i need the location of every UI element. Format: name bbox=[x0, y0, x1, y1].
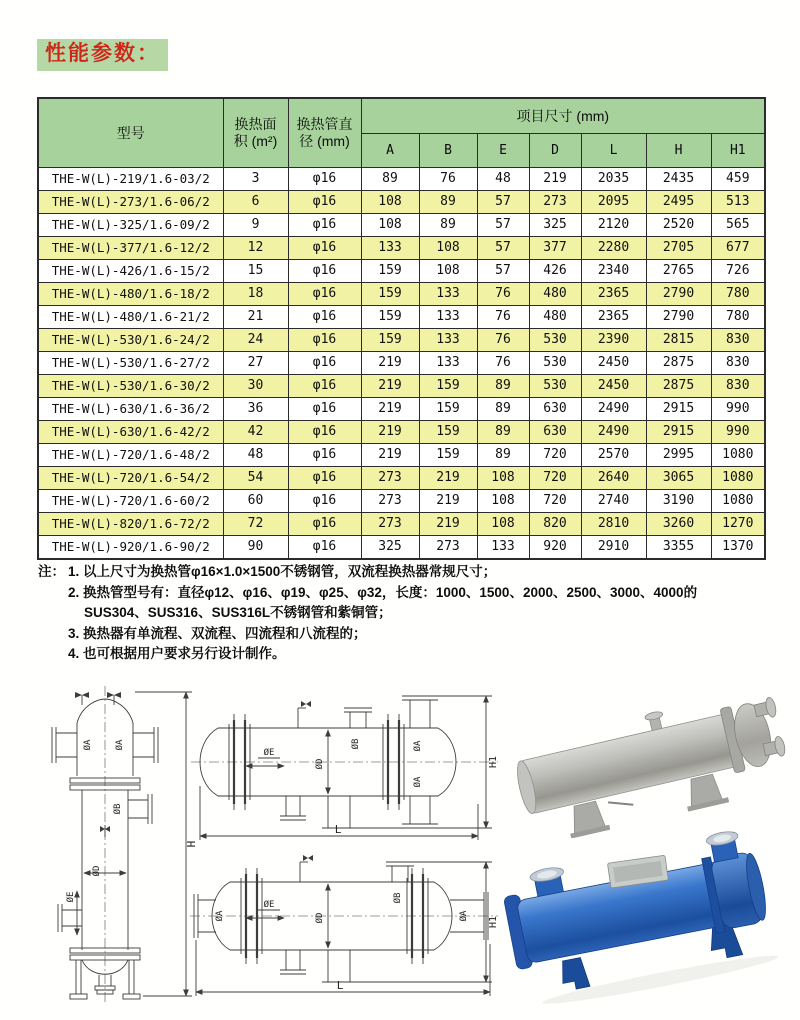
label-phi-b: ØB bbox=[351, 738, 361, 750]
value-cell: 36 bbox=[223, 398, 288, 421]
value-cell: 76 bbox=[477, 283, 529, 306]
value-cell: 108 bbox=[419, 237, 477, 260]
model-cell: THE-W(L)-530/1.6-24/2 bbox=[38, 329, 223, 352]
table-row bbox=[38, 444, 765, 467]
note-line: 3. 换热器有单流程、双流程、四流程和八流程的； bbox=[68, 625, 367, 641]
value-cell: 565 bbox=[711, 214, 765, 237]
value-cell: 273 bbox=[361, 467, 419, 490]
value-cell: 273 bbox=[361, 490, 419, 513]
value-cell: 2365 bbox=[581, 283, 646, 306]
value-cell: 377 bbox=[529, 237, 581, 260]
spec-table bbox=[37, 97, 766, 560]
value-cell: 2495 bbox=[646, 191, 711, 214]
value-cell: 219 bbox=[419, 490, 477, 513]
value-cell: 530 bbox=[529, 329, 581, 352]
value-cell: 24 bbox=[223, 329, 288, 352]
col-header-area-line1: 换热面 bbox=[234, 116, 277, 132]
value-cell: 2390 bbox=[581, 329, 646, 352]
value-cell: 108 bbox=[419, 260, 477, 283]
value-cell: 426 bbox=[529, 260, 581, 283]
value-cell: φ16 bbox=[288, 352, 361, 375]
col-header-dim: H1 bbox=[711, 134, 765, 168]
label-phi-a: ØA bbox=[413, 776, 423, 788]
table-row bbox=[38, 237, 765, 260]
value-cell: 2490 bbox=[581, 398, 646, 421]
value-cell: 30 bbox=[223, 375, 288, 398]
col-header-dim: B bbox=[419, 134, 477, 168]
model-cell: THE-W(L)-920/1.6-90/2 bbox=[38, 536, 223, 560]
label-phi-b: ØB bbox=[393, 892, 403, 904]
col-header-dim: H bbox=[646, 134, 711, 168]
value-cell: 219 bbox=[361, 375, 419, 398]
label-phi-e: ØE bbox=[263, 748, 275, 758]
value-cell: 273 bbox=[361, 513, 419, 536]
value-cell: 3 bbox=[223, 168, 288, 191]
value-cell: 89 bbox=[361, 168, 419, 191]
col-header-tube-line1: 换热管直 bbox=[296, 116, 353, 132]
value-cell: 1270 bbox=[711, 513, 765, 536]
value-cell: 57 bbox=[477, 237, 529, 260]
model-cell: THE-W(L)-480/1.6-18/2 bbox=[38, 283, 223, 306]
value-cell: 920 bbox=[529, 536, 581, 560]
table-row bbox=[38, 375, 765, 398]
model-cell: THE-W(L)-273/1.6-06/2 bbox=[38, 191, 223, 214]
header-row-group bbox=[38, 98, 765, 134]
model-cell: THE-W(L)-720/1.6-54/2 bbox=[38, 467, 223, 490]
value-cell: 2450 bbox=[581, 352, 646, 375]
value-cell: 2280 bbox=[581, 237, 646, 260]
value-cell: 89 bbox=[477, 398, 529, 421]
value-cell: 15 bbox=[223, 260, 288, 283]
label-phi-a: ØA bbox=[413, 740, 423, 752]
model-cell: THE-W(L)-530/1.6-27/2 bbox=[38, 352, 223, 375]
value-cell: 2435 bbox=[646, 168, 711, 191]
label-h: H bbox=[185, 840, 198, 848]
value-cell: 159 bbox=[361, 306, 419, 329]
note-line: 1. 以上尺寸为换热管φ16×1.0×1500不锈钢管，双流程换热器常规尺寸； bbox=[68, 564, 497, 579]
label-phi-e: ØE bbox=[263, 900, 275, 910]
value-cell: 820 bbox=[529, 513, 581, 536]
model-cell: THE-W(L)-530/1.6-30/2 bbox=[38, 375, 223, 398]
model-cell: THE-W(L)-325/1.6-09/2 bbox=[38, 214, 223, 237]
table-row bbox=[38, 260, 765, 283]
value-cell: 219 bbox=[419, 467, 477, 490]
label-phi-e: ØE bbox=[66, 891, 76, 903]
value-cell: 89 bbox=[419, 191, 477, 214]
table-row bbox=[38, 191, 765, 214]
value-cell: 720 bbox=[529, 444, 581, 467]
value-cell: 57 bbox=[477, 260, 529, 283]
value-cell: 273 bbox=[529, 191, 581, 214]
col-header-area bbox=[223, 98, 288, 168]
value-cell: φ16 bbox=[288, 214, 361, 237]
value-cell: 42 bbox=[223, 421, 288, 444]
note-line: 4. 也可根据用户要求另行设计制作。 bbox=[68, 646, 286, 661]
table-row bbox=[38, 329, 765, 352]
model-cell: THE-W(L)-630/1.6-42/2 bbox=[38, 421, 223, 444]
label-phi-d: ØD bbox=[315, 912, 325, 924]
value-cell: 2790 bbox=[646, 283, 711, 306]
value-cell: 2740 bbox=[581, 490, 646, 513]
value-cell: 12 bbox=[223, 237, 288, 260]
value-cell: 990 bbox=[711, 421, 765, 444]
value-cell: 89 bbox=[477, 375, 529, 398]
label-h1: H1 bbox=[488, 915, 499, 929]
note-line: 2. 换热管型号有：直径φ12、φ16、φ19、φ25、φ32，长度：1000、1500、2000、2500、3000、4000的 bbox=[68, 584, 698, 600]
spec-table-body bbox=[38, 168, 765, 560]
model-cell: THE-W(L)-377/1.6-12/2 bbox=[38, 237, 223, 260]
table-row bbox=[38, 168, 765, 191]
label-phi-a: ØA bbox=[459, 910, 469, 922]
value-cell: 108 bbox=[477, 467, 529, 490]
stainless-heat-exchanger-photo bbox=[505, 688, 795, 838]
value-cell: φ16 bbox=[288, 467, 361, 490]
value-cell: φ16 bbox=[288, 237, 361, 260]
value-cell: 513 bbox=[711, 191, 765, 214]
value-cell: 2035 bbox=[581, 168, 646, 191]
label-phi-a: ØA bbox=[83, 739, 93, 751]
note-line: SUS304、SUS316、SUS316L不锈钢管和紫铜管； bbox=[84, 605, 392, 620]
value-cell: 54 bbox=[223, 467, 288, 490]
value-cell: 726 bbox=[711, 260, 765, 283]
value-cell: 108 bbox=[477, 513, 529, 536]
value-cell: 2915 bbox=[646, 398, 711, 421]
value-cell: φ16 bbox=[288, 490, 361, 513]
value-cell: φ16 bbox=[288, 306, 361, 329]
value-cell: 219 bbox=[361, 398, 419, 421]
value-cell: 159 bbox=[419, 421, 477, 444]
value-cell: 325 bbox=[529, 214, 581, 237]
value-cell: φ16 bbox=[288, 444, 361, 467]
value-cell: 990 bbox=[711, 398, 765, 421]
value-cell: 1080 bbox=[711, 490, 765, 513]
col-header-dim: A bbox=[361, 134, 419, 168]
value-cell: 219 bbox=[361, 421, 419, 444]
value-cell: 480 bbox=[529, 306, 581, 329]
value-cell: 530 bbox=[529, 352, 581, 375]
value-cell: 18 bbox=[223, 283, 288, 306]
value-cell: 3355 bbox=[646, 536, 711, 560]
model-cell: THE-W(L)-630/1.6-36/2 bbox=[38, 398, 223, 421]
value-cell: φ16 bbox=[288, 191, 361, 214]
model-cell: THE-W(L)-820/1.6-72/2 bbox=[38, 513, 223, 536]
value-cell: 89 bbox=[419, 214, 477, 237]
value-cell: φ16 bbox=[288, 536, 361, 560]
value-cell: 459 bbox=[711, 168, 765, 191]
label-l: L bbox=[336, 979, 344, 992]
value-cell: 9 bbox=[223, 214, 288, 237]
value-cell: 720 bbox=[529, 467, 581, 490]
value-cell: 480 bbox=[529, 283, 581, 306]
value-cell: 1080 bbox=[711, 444, 765, 467]
value-cell: 57 bbox=[477, 214, 529, 237]
table-row bbox=[38, 421, 765, 444]
value-cell: 72 bbox=[223, 513, 288, 536]
value-cell: 1080 bbox=[711, 467, 765, 490]
value-cell: 325 bbox=[361, 536, 419, 560]
col-header-dimensions-group: 项目尺寸 (mm) bbox=[361, 98, 765, 134]
value-cell: 830 bbox=[711, 329, 765, 352]
value-cell: 780 bbox=[711, 306, 765, 329]
value-cell: 2910 bbox=[581, 536, 646, 560]
label-l: L bbox=[334, 823, 342, 836]
col-header-dim: E bbox=[477, 134, 529, 168]
value-cell: 133 bbox=[419, 352, 477, 375]
value-cell: 108 bbox=[477, 490, 529, 513]
value-cell: 2810 bbox=[581, 513, 646, 536]
value-cell: 2120 bbox=[581, 214, 646, 237]
horizontal-heat-exchanger-drawing-bottom bbox=[188, 836, 503, 1004]
col-header-tube-line2: 径 (mm) bbox=[299, 133, 350, 149]
value-cell: φ16 bbox=[288, 260, 361, 283]
value-cell: 2815 bbox=[646, 329, 711, 352]
value-cell: 76 bbox=[477, 306, 529, 329]
table-row bbox=[38, 467, 765, 490]
value-cell: 3260 bbox=[646, 513, 711, 536]
model-cell: THE-W(L)-426/1.6-15/2 bbox=[38, 260, 223, 283]
value-cell: 159 bbox=[419, 398, 477, 421]
notes-lines bbox=[68, 562, 768, 665]
value-cell: 159 bbox=[419, 444, 477, 467]
table-row bbox=[38, 490, 765, 513]
value-cell: 2915 bbox=[646, 421, 711, 444]
label-h1: H1 bbox=[488, 755, 499, 769]
model-cell: THE-W(L)-720/1.6-60/2 bbox=[38, 490, 223, 513]
value-cell: 89 bbox=[477, 444, 529, 467]
value-cell: φ16 bbox=[288, 283, 361, 306]
value-cell: 159 bbox=[419, 375, 477, 398]
value-cell: 159 bbox=[361, 283, 419, 306]
col-header-dim: L bbox=[581, 134, 646, 168]
label-phi-d: ØD bbox=[315, 758, 325, 770]
value-cell: 2765 bbox=[646, 260, 711, 283]
valve-icon bbox=[75, 692, 121, 705]
value-cell: 630 bbox=[529, 398, 581, 421]
value-cell: 2995 bbox=[646, 444, 711, 467]
value-cell: 60 bbox=[223, 490, 288, 513]
value-cell: 108 bbox=[361, 214, 419, 237]
value-cell: φ16 bbox=[288, 398, 361, 421]
value-cell: 133 bbox=[419, 329, 477, 352]
blue-heat-exchanger-photo bbox=[498, 826, 798, 1011]
model-cell: THE-W(L)-480/1.6-21/2 bbox=[38, 306, 223, 329]
value-cell: 133 bbox=[477, 536, 529, 560]
vertical-heat-exchanger-drawing bbox=[20, 683, 200, 1011]
label-phi-b: ØB bbox=[113, 803, 123, 815]
value-cell: 108 bbox=[361, 191, 419, 214]
notes-block bbox=[38, 562, 768, 665]
value-cell: 3065 bbox=[646, 467, 711, 490]
value-cell: 133 bbox=[419, 306, 477, 329]
value-cell: 2490 bbox=[581, 421, 646, 444]
col-header-model: 型号 bbox=[38, 98, 223, 168]
table-row bbox=[38, 352, 765, 375]
table-row bbox=[38, 306, 765, 329]
model-cell: THE-W(L)-219/1.6-03/2 bbox=[38, 168, 223, 191]
value-cell: 530 bbox=[529, 375, 581, 398]
table-row bbox=[38, 283, 765, 306]
value-cell: 2520 bbox=[646, 214, 711, 237]
value-cell: 2095 bbox=[581, 191, 646, 214]
value-cell: 219 bbox=[361, 352, 419, 375]
value-cell: 677 bbox=[711, 237, 765, 260]
value-cell: 720 bbox=[529, 490, 581, 513]
model-cell: THE-W(L)-720/1.6-48/2 bbox=[38, 444, 223, 467]
value-cell: 830 bbox=[711, 352, 765, 375]
value-cell: 21 bbox=[223, 306, 288, 329]
table-row bbox=[38, 536, 765, 560]
value-cell: 133 bbox=[419, 283, 477, 306]
value-cell: 219 bbox=[361, 444, 419, 467]
value-cell: 76 bbox=[419, 168, 477, 191]
value-cell: 630 bbox=[529, 421, 581, 444]
col-header-dim: D bbox=[529, 134, 581, 168]
value-cell: φ16 bbox=[288, 421, 361, 444]
label-phi-d: ØD bbox=[92, 865, 102, 877]
value-cell: 219 bbox=[419, 513, 477, 536]
value-cell: 2365 bbox=[581, 306, 646, 329]
value-cell: 2640 bbox=[581, 467, 646, 490]
value-cell: 159 bbox=[361, 260, 419, 283]
table-row bbox=[38, 214, 765, 237]
value-cell: 76 bbox=[477, 352, 529, 375]
value-cell: 6 bbox=[223, 191, 288, 214]
value-cell: φ16 bbox=[288, 513, 361, 536]
value-cell: 3190 bbox=[646, 490, 711, 513]
value-cell: 89 bbox=[477, 421, 529, 444]
value-cell: 273 bbox=[419, 536, 477, 560]
value-cell: 48 bbox=[223, 444, 288, 467]
value-cell: φ16 bbox=[288, 375, 361, 398]
page-title: 性能参数： bbox=[37, 39, 168, 71]
label-phi-a: ØA bbox=[215, 910, 225, 922]
horizontal-heat-exchanger-drawing-top bbox=[188, 686, 503, 844]
value-cell: 830 bbox=[711, 375, 765, 398]
value-cell: 2875 bbox=[646, 375, 711, 398]
label-phi-a: ØA bbox=[115, 739, 125, 751]
value-cell: 219 bbox=[529, 168, 581, 191]
value-cell: 48 bbox=[477, 168, 529, 191]
col-header-area-line2: 积 (m²) bbox=[233, 133, 278, 149]
value-cell: 2450 bbox=[581, 375, 646, 398]
value-cell: 133 bbox=[361, 237, 419, 260]
notes-label: 注： bbox=[38, 564, 65, 579]
table-row bbox=[38, 398, 765, 421]
value-cell: 1370 bbox=[711, 536, 765, 560]
value-cell: φ16 bbox=[288, 168, 361, 191]
col-header-tube bbox=[288, 98, 361, 168]
value-cell: 90 bbox=[223, 536, 288, 560]
value-cell: 76 bbox=[477, 329, 529, 352]
table-row bbox=[38, 513, 765, 536]
value-cell: φ16 bbox=[288, 329, 361, 352]
value-cell: 2790 bbox=[646, 306, 711, 329]
value-cell: 57 bbox=[477, 191, 529, 214]
value-cell: 2340 bbox=[581, 260, 646, 283]
value-cell: 2570 bbox=[581, 444, 646, 467]
value-cell: 2705 bbox=[646, 237, 711, 260]
value-cell: 2875 bbox=[646, 352, 711, 375]
value-cell: 159 bbox=[361, 329, 419, 352]
value-cell: 780 bbox=[711, 283, 765, 306]
value-cell: 27 bbox=[223, 352, 288, 375]
